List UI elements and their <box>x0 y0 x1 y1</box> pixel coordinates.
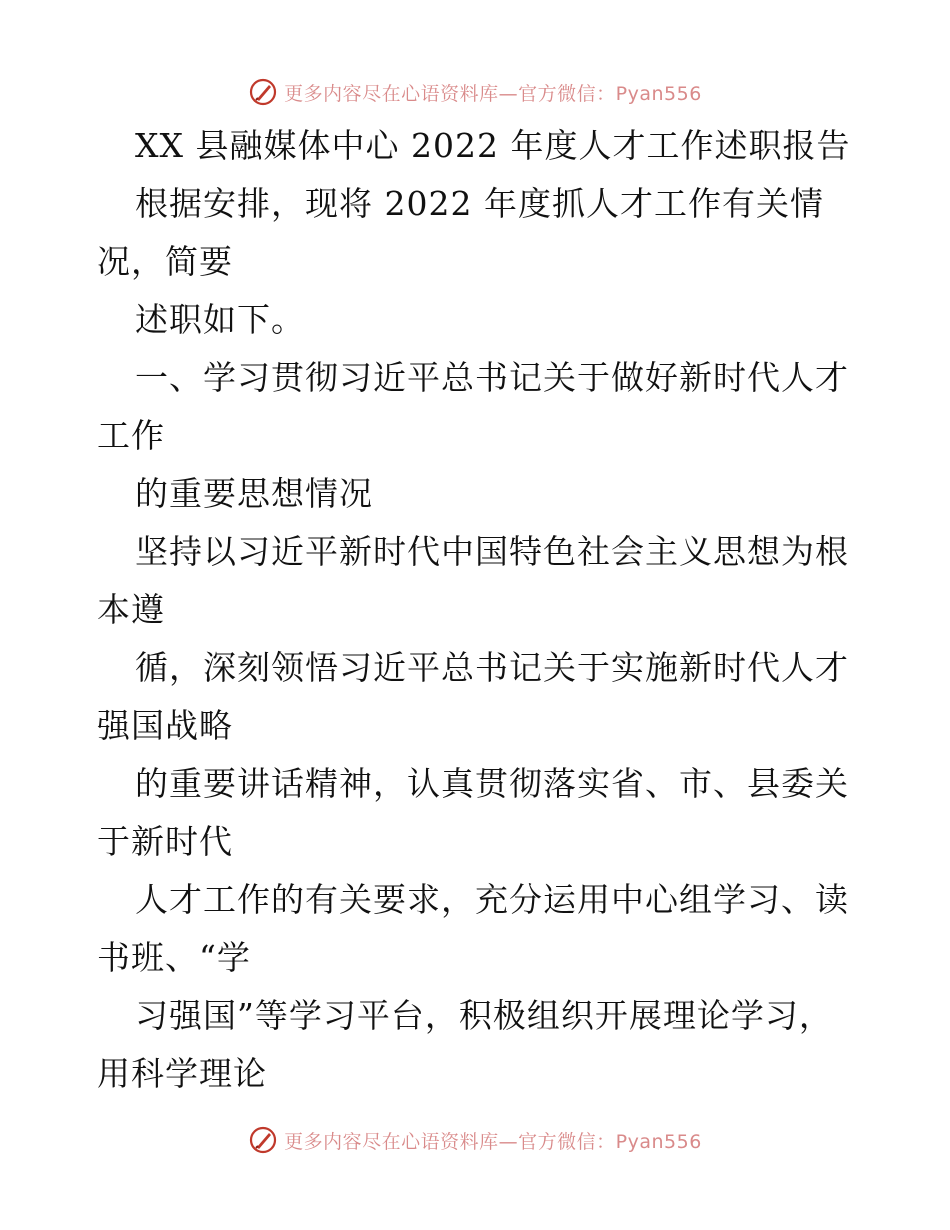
footer-banner-text: 更多内容尽在心语资料库—官方微信：Pyan556 <box>284 1130 702 1153</box>
document-title: XX 县融媒体中心 2022 年度人才工作述职报告 <box>135 126 851 165</box>
quill-pen-logo-icon <box>248 1125 278 1155</box>
paragraph-line: 坚持以习近平新时代中国特色社会主义思想为根 <box>135 532 849 571</box>
paragraph-line: 于新时代 <box>97 822 233 861</box>
paragraph-line: 述职如下。 <box>135 300 305 339</box>
paragraph-line: 的重要讲话精神，认真贯彻落实省、市、县委关 <box>135 764 849 803</box>
paragraph-line: 根据安排，现将 2022 年度抓人才工作有关情 <box>135 184 824 223</box>
section-heading-line: 工作 <box>97 416 165 455</box>
paragraph-line: 用科学理论 <box>97 1054 267 1093</box>
section-heading-line: 的重要思想情况 <box>135 474 373 513</box>
section-heading-line: 一、学习贯彻习近平总书记关于做好新时代人才 <box>135 358 849 397</box>
paragraph-line: 书班、“学 <box>97 938 251 977</box>
header-banner-text: 更多内容尽在心语资料库—官方微信：Pyan556 <box>284 82 702 105</box>
header-banner <box>0 72 950 112</box>
footer-banner <box>0 1120 950 1160</box>
quill-pen-logo-icon <box>248 77 278 107</box>
paragraph-line: 习强国”等学习平台，积极组织开展理论学习， <box>135 996 833 1035</box>
paragraph-line: 强国战略 <box>97 706 233 745</box>
paragraph-line: 人才工作的有关要求，充分运用中心组学习、读 <box>135 880 849 919</box>
paragraph-line: 循，深刻领悟习近平总书记关于实施新时代人才 <box>135 648 849 687</box>
paragraph-line: 况，简要 <box>97 242 233 281</box>
document-body <box>97 117 857 1103</box>
paragraph-line: 本遵 <box>97 590 165 629</box>
